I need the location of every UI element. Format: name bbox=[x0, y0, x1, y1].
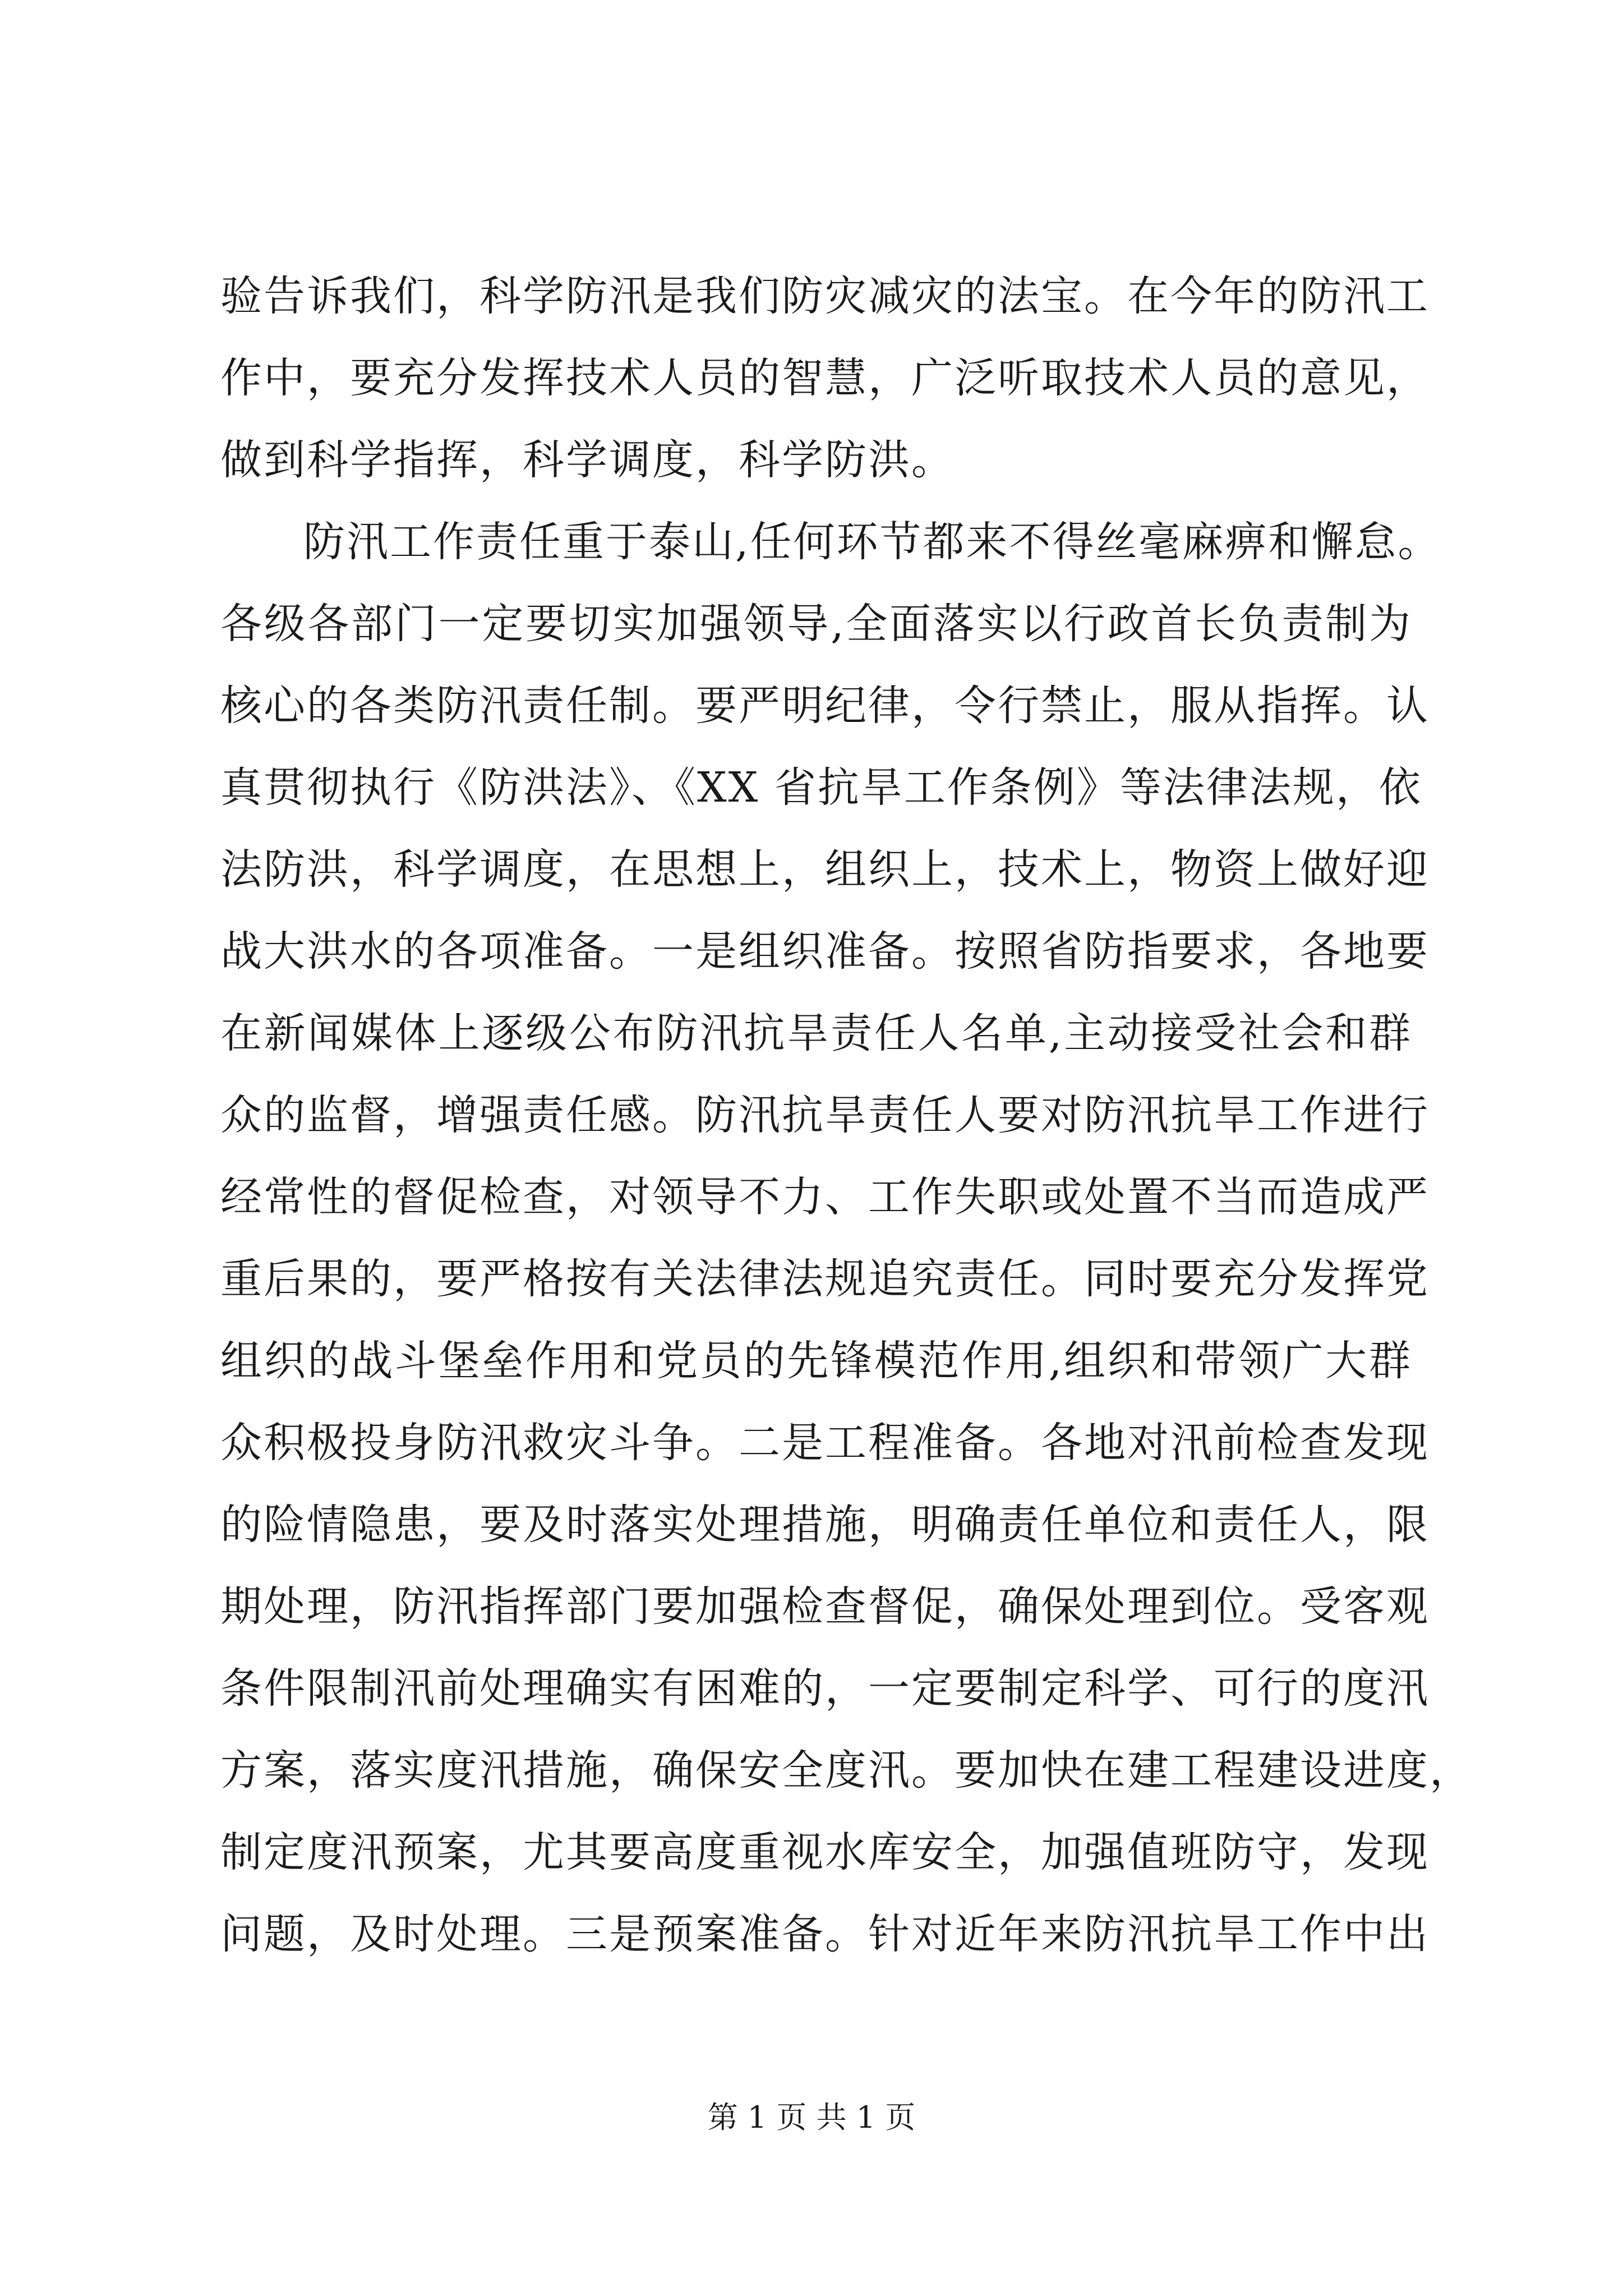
text-line: 真贯彻执行《防洪法》、《XX 省抗旱工作条例》等法律法规，依 bbox=[220, 763, 1422, 812]
paragraph-2 bbox=[220, 501, 1473, 1975]
text-line: 做到科学指挥，科学调度，科学防洪。 bbox=[220, 436, 955, 484]
text-line: 重后果的，要严格按有关法律法规追究责任。同时要充分发挥党 bbox=[220, 1255, 1430, 1303]
text-line: 众积极投身防汛救灾斗争。二是工程准备。各地对汛前检查发现 bbox=[220, 1419, 1430, 1467]
text-line: 制定度汛预案，尤其要高度重视水库安全，加强值班防守，发现 bbox=[220, 1828, 1430, 1876]
text-line: 防汛工作责任重于泰山,任何环节都来不得丝毫麻痹和懈怠。 bbox=[303, 518, 1441, 566]
text-line: 条件限制汛前处理确实有困难的，一定要制定科学、可行的度汛 bbox=[220, 1664, 1430, 1713]
text-line: 组织的战斗堡垒作用和党员的先锋模范作用,组织和带领广大群 bbox=[220, 1337, 1412, 1385]
text-line: 法防洪，科学调度，在思想上，组织上，技术上，物资上做好迎 bbox=[220, 845, 1430, 894]
text-line: 作中，要充分发挥技术人员的智慧，广泛听取技术人员的意见， bbox=[220, 354, 1430, 402]
text-line: 的险情隐患，要及时落实处理措施，明确责任单位和责任人，限 bbox=[220, 1501, 1430, 1549]
text-line: 核心的各类防汛责任制。要严明纪律，令行禁止，服从指挥。认 bbox=[220, 682, 1430, 730]
text-line: 众的监督，增强责任感。防汛抗旱责任人要对防汛抗旱工作进行 bbox=[220, 1091, 1430, 1139]
text-line: 经常性的督促检查，对领导不力、工作失职或处置不当而造成严 bbox=[220, 1173, 1430, 1221]
text-line: 期处理，防汛指挥部门要加强检查督促，确保处理到位。受客观 bbox=[220, 1582, 1430, 1631]
page-footer bbox=[0, 2098, 1623, 2137]
paragraph-1 bbox=[220, 255, 1430, 501]
page-number: 第 1 页 共 1 页 bbox=[707, 2100, 916, 2135]
text-line: 各级各部门一定要切实加强领导,全面落实以行政首长负责制为 bbox=[220, 600, 1412, 648]
text-line: 方案，落实度汛措施，确保安全度汛。要加快在建工程建设进度， bbox=[220, 1746, 1473, 1795]
document-body bbox=[220, 255, 1473, 1975]
text-line: 战大洪水的各项准备。一是组织准备。按照省防指要求，各地要 bbox=[220, 927, 1430, 976]
text-line: 问题，及时处理。三是预案准备。针对近年来防汛抗旱工作中出 bbox=[220, 1910, 1430, 1958]
text-line: 验告诉我们，科学防汛是我们防灾减灾的法宝。在今年的防汛工 bbox=[220, 272, 1430, 320]
text-line: 在新闻媒体上逐级公布防汛抗旱责任人名单,主动接受社会和群 bbox=[220, 1009, 1412, 1057]
